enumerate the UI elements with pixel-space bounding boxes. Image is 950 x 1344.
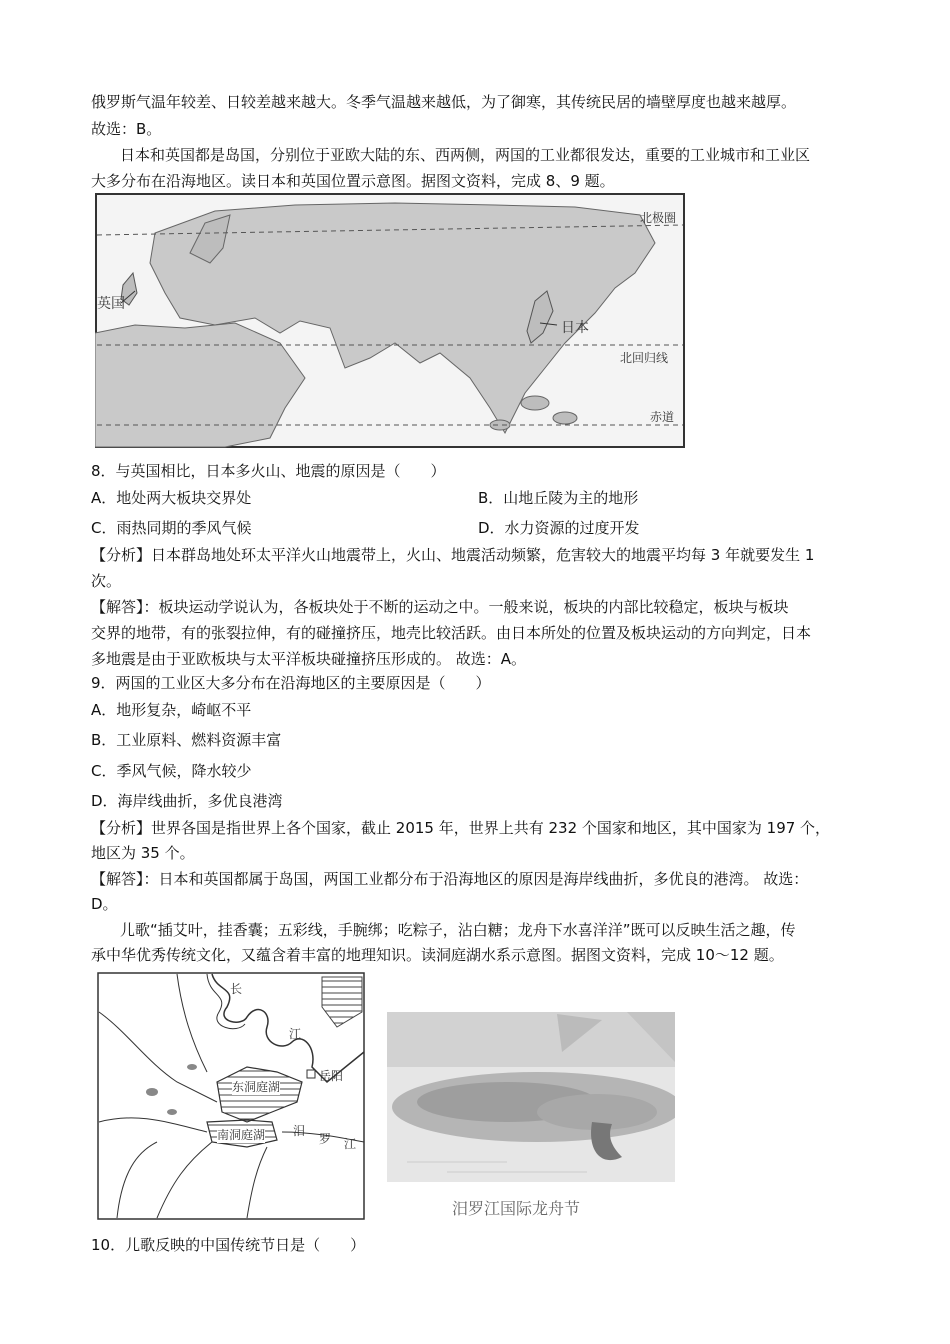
lake-map-graphic (97, 972, 365, 1220)
label-south-dongting: 南洞庭湖 (217, 1128, 266, 1142)
option-d: D．水力资源的过度开发 (478, 519, 640, 537)
analysis-line: 次。 (91, 572, 122, 590)
option-a: A．地处两大板块交界处 (91, 489, 252, 507)
answer-line: D。 (91, 895, 118, 913)
label-japan: 日本 (561, 320, 589, 336)
label-luo: 罗 (319, 1132, 332, 1146)
question-8-stem: 8．与英国相比，日本多火山、地震的原因是（ ） (91, 462, 446, 480)
option-b: B．工业原料、燃料资源丰富 (91, 731, 282, 749)
label-chang: 长 (230, 982, 243, 996)
answer-line: 多地震是由于亚欧板块与太平洋板块碰撞挤压形成的。 故选：A。 (91, 650, 527, 668)
text-line: 故选：B。 (91, 120, 162, 138)
label-jiang-2: 江 (344, 1137, 357, 1151)
label-arctic-circle: 北极圈 (640, 211, 677, 225)
answer-line: 【解答】：板块运动学说认为，各板块处于不断的运动之中。一般来说，板块的内部比较稳定，板块与板块 (91, 598, 789, 616)
text-line: 大多分布在沿海地区。读日本和英国位置示意图。据图文资料，完成 8、9 题。 (91, 172, 615, 190)
option-c: C．雨热同期的季风气候 (91, 519, 252, 537)
analysis-line: 【分析】日本群岛地处环太平洋火山地震带上，火山、地震活动频繁，危害较大的地震平均每 3 年就要发生 1 (91, 546, 815, 564)
text-line: 日本和英国都是岛国，分别位于亚欧大陆的东、西两侧，两国的工业都很发达，重要的工业城市和工业区 (120, 146, 811, 164)
question-10-stem: 10．儿歌反映的中国传统节日是（ ） (91, 1236, 366, 1254)
dragon-boat-photo (387, 1012, 675, 1182)
question-9-stem: 9．两国的工业区大多分布在沿海地区的主要原因是（ ） (91, 674, 491, 692)
option-b: B．山地丘陵为主的地形 (478, 489, 639, 507)
option-d: D．海岸线曲折，多优良港湾 (91, 792, 283, 810)
map-graphic (95, 193, 685, 448)
photo-graphic (387, 1012, 675, 1182)
photo-caption: 汨罗江国际龙舟节 (452, 1199, 581, 1218)
label-uk: 英国 (97, 296, 125, 312)
label-jiang: 江 (289, 1027, 302, 1041)
dongting-lake-water-system-map (97, 972, 365, 1220)
japan-uk-location-map (95, 193, 685, 448)
label-tropic: 北回归线 (620, 351, 669, 365)
option-c: C．季风气候，降水较少 (91, 762, 252, 780)
text-line: 儿歌“插艾叶，挂香囊；五彩线，手腕绑；吃粽子，沾白糖；龙舟下水喜洋洋”既可以反映生活之趣，传 (120, 921, 796, 939)
label-east-dongting: 东洞庭湖 (232, 1080, 281, 1094)
label-yueyang: 岳阳 (319, 1069, 344, 1083)
label-equator: 赤道 (650, 410, 675, 424)
answer-line: 【解答】：日本和英国都属于岛国，两国工业都分布于沿海地区的原因是海岸线曲折，多优良的港湾。 故选： (91, 870, 809, 888)
label-mi: 汨 (293, 1124, 306, 1138)
option-a: A．地形复杂，崎岖不平 (91, 701, 252, 719)
text-line: 俄罗斯气温年较差、日较差越来越大。冬季气温越来越低，为了御寒，其传统民居的墙壁厚度也越来越厚。 (91, 93, 797, 111)
analysis-line: 地区为 35 个。 (91, 844, 195, 862)
text-line: 承中华优秀传统文化，又蕴含着丰富的地理知识。读洞庭湖水系示意图。据图文资料，完成 10～12 题。 (91, 946, 784, 964)
analysis-line: 【分析】世界各国是指世界上各个国家，截止 2015 年，世界上共有 232 个国家和地区，其中国家为 197 个， (91, 819, 831, 837)
answer-line: 交界的地带，有的张裂拉伸，有的碰撞挤压，地壳比较活跃。由日本所处的位置及板块运动的方向判定，日本 (91, 624, 812, 642)
